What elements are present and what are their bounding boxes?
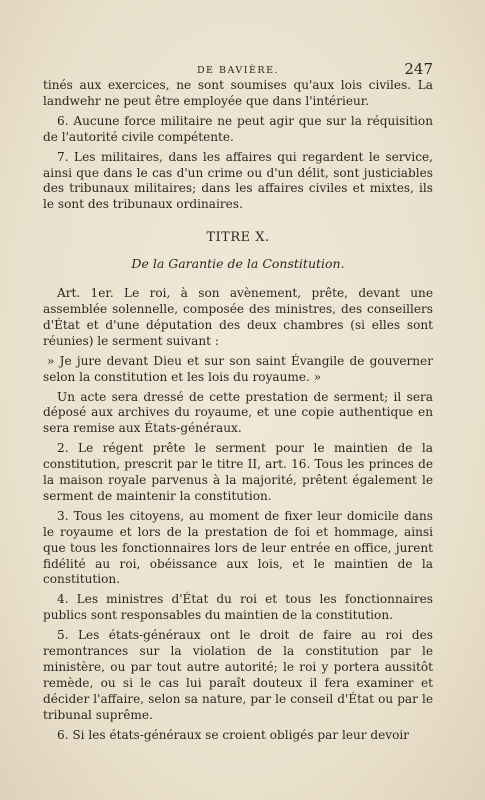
article-2: 2. Le régent prête le serment pour le maintien de la constitution, prescrit par le titre II, art. 16. Tous les princes de la maison royale parvenus à la majorité, prêtent également le serment de maintenir la constitution. — [43, 441, 433, 503]
oath-text: » Je jure devant Dieu et sur son saint Évangile de gouverner selon la constitution et les lois du royaume. » — [43, 353, 433, 384]
article-5: 5. Les états-généraux ont le droit de faire au roi des remontrances sur la violation de la constitution par le ministère, ou par tout autre autorité; le roi y portera aussitôt remède, ou si le cas lui paraît douteux il fera examiner et décider l'affaire, selon sa nature, par le conseil d'État ou par le tribunal suprême. — [43, 628, 433, 722]
page-number: 247 — [404, 60, 433, 78]
section-title: TITRE X. — [206, 230, 270, 246]
article-1-record: Un acte sera dressé de cette prestation de serment; il sera déposé aux archives du royaume, et une copie authentique en sera remise aux États-généraux. — [43, 389, 433, 436]
page-body — [43, 78, 433, 748]
article-6: 6. Si les états-généraux se croient obligés par leur devoir — [57, 727, 410, 742]
section-subtitle: De la Garantie de la Constitution. — [131, 256, 345, 272]
paragraph-article-6: 6. Aucune force militaire ne peut agir que sur la réquisition de l'autorité civile compétente. — [43, 113, 433, 144]
article-1: Art. 1er. Le roi, à son avènement, prête, devant une assemblée solennelle, composée des ministres, des conseillers d'État et d'une députation des deux chambres (si elles sont réunies) le serment suivant : — [43, 286, 433, 348]
paragraph-article-7: 7. Les militaires, dans les affaires qui regardent le service, ainsi que dans le cas d'un crime ou d'un délit, sont justiciables des tribunaux militaires; dans les affaires civiles et mixtes, ils le sont des tribunaux ordinaires. — [43, 149, 433, 212]
paragraph-continuation: tinés aux exercices, ne sont soumises qu'aux lois civiles. La landwehr ne peut être employée que dans l'intérieur. — [43, 78, 433, 108]
article-3: 3. Tous les citoyens, au moment de fixer leur domicile dans le royaume et lors de la prestation de foi et hommage, ainsi que tous les fonctionnaires lors de leur entrée en office, jurent fidélité au roi, obéissance aux lois, et le maintien de la constitution. — [43, 508, 433, 587]
page-header — [43, 60, 433, 80]
running-head: DE BAVIÈRE. — [196, 65, 280, 76]
article-4: 4. Les ministres d'État du roi et tous les fonctionnaires publics sont responsables du maintien de la constitution. — [43, 592, 433, 623]
